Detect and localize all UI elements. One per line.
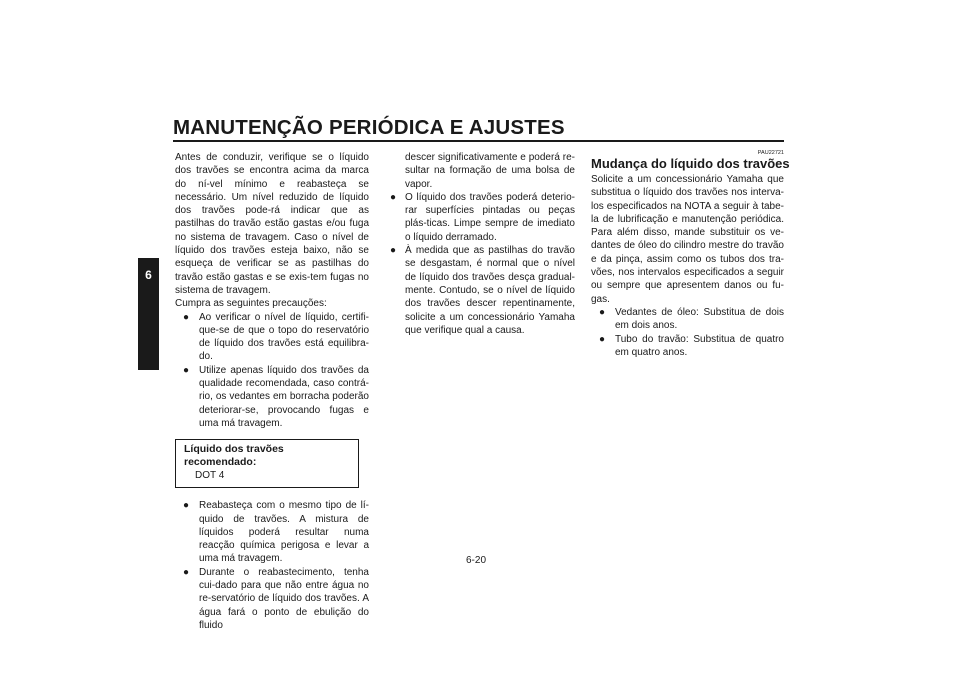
bullet-icon: ● (183, 500, 190, 512)
page-number: 6-20 (466, 555, 487, 566)
list-item-text: Tubo do travão: Substitua de quatro em quatro anos. (615, 333, 784, 358)
continuation-paragraph: descer significativamente e poderá re-sultar na formação de uma bolsa de vapor. (405, 152, 575, 190)
list-item (591, 333, 784, 360)
list-item (390, 191, 575, 244)
precautions-label: Cumpra as seguintes precauções: (175, 298, 327, 310)
list-item-text: Utilize apenas líquido dos travões da qualidade recomendada, caso contrá-rio, os vedantes em borracha poderão deteriorar-se, provocando fugas e uma má travagem. (199, 364, 369, 429)
spec-box-title: Líquido dos travões recomendado: (184, 443, 284, 469)
precautions-list-middle (390, 191, 575, 337)
intro-paragraph: Antes de conduzir, verifique se o líquido dos travões se encontra acima da marca do ní-vel mínimo e reabasteça se necessário. Um nível reduzido de líquido dos travões pode-rá indicar que as pastilhas do travão estão gastas e/ou fuga no sistema de travagem. Caso o nível de líquido dos travões esteja baixo, não se esqueça de verificar se as pastilhas do travão estão gastas e se exis-tem fugas no sistema de travagem. (175, 152, 369, 296)
reference-code: PAU22721 (757, 150, 784, 156)
list-item (390, 244, 575, 337)
column-left (175, 151, 369, 632)
list-item-text: O líquido dos travões poderá deterio-rar superfícies pintadas ou peças plás-ticas. Limpe sempre de imediato o líquido derramado. (405, 191, 575, 243)
list-item (591, 306, 784, 333)
replacement-list (591, 306, 784, 359)
page-title: MANUTENÇÃO PERIÓDICA E AJUSTES (173, 116, 565, 139)
list-item (175, 311, 369, 364)
chapter-tab: 6 (138, 258, 159, 370)
list-item-text: Vedantes de óleo: Substitua de dois em dois anos. (615, 306, 784, 332)
section-body: Solicite a um concessionário Yamaha que substitua o líquido dos travões nos interva-los especificados na NOTA a seguir à tabe-la de lubrificação e manutenção periódica. Para além disso, mande substituir os ve-dantes de óleo do cilindro mestre do travão e da pinça, assim como os tubos dos tra-vões, nos intervalos especificados a seguir ou sempre que apresentem danos ou fu-gas. (591, 174, 784, 305)
column-right (591, 150, 790, 359)
precautions-list (175, 311, 369, 431)
list-item (175, 499, 369, 565)
bullet-icon: ● (599, 333, 606, 345)
list-item (175, 566, 369, 632)
precautions-list-continued (175, 499, 369, 632)
list-item-text: À medida que as pastilhas do travão se desgastam, é normal que o nível de líquido dos travões desça gradual-mente. Contudo, se o nível de líquido dos travões descer repentinamente, solicite a um concessionário Yamaha que verifique qual a causa. (405, 245, 575, 336)
list-item-text: Durante o reabastecimento, tenha cui-dado para que não entre água no re-servatório de líquido dos travões. A água fará o ponto de ebulição do fluido (199, 566, 369, 631)
bullet-icon: ● (183, 566, 190, 578)
spec-box-value: DOT 4 (195, 470, 225, 482)
recommended-fluid-box (175, 439, 359, 488)
list-item (175, 364, 369, 430)
list-item-text: Reabasteça com o mesmo tipo de lí-quido de travões. A mistura de líquidos poderá resultar numa reacção química perigosa e levar a uma má travagem. (199, 500, 369, 565)
bullet-icon: ● (183, 364, 190, 376)
bullet-icon: ● (390, 245, 397, 257)
column-middle (390, 151, 575, 337)
bullet-icon: ● (390, 191, 397, 203)
section-heading: Mudança do líquido dos travões (591, 156, 790, 171)
title-rule (173, 140, 784, 142)
bullet-icon: ● (599, 306, 606, 318)
bullet-icon: ● (183, 311, 190, 323)
list-item-text: Ao verificar o nível de líquido, certifi-que-se de que o topo do reservatório de líquido dos travões está equilibra-do. (199, 311, 369, 363)
